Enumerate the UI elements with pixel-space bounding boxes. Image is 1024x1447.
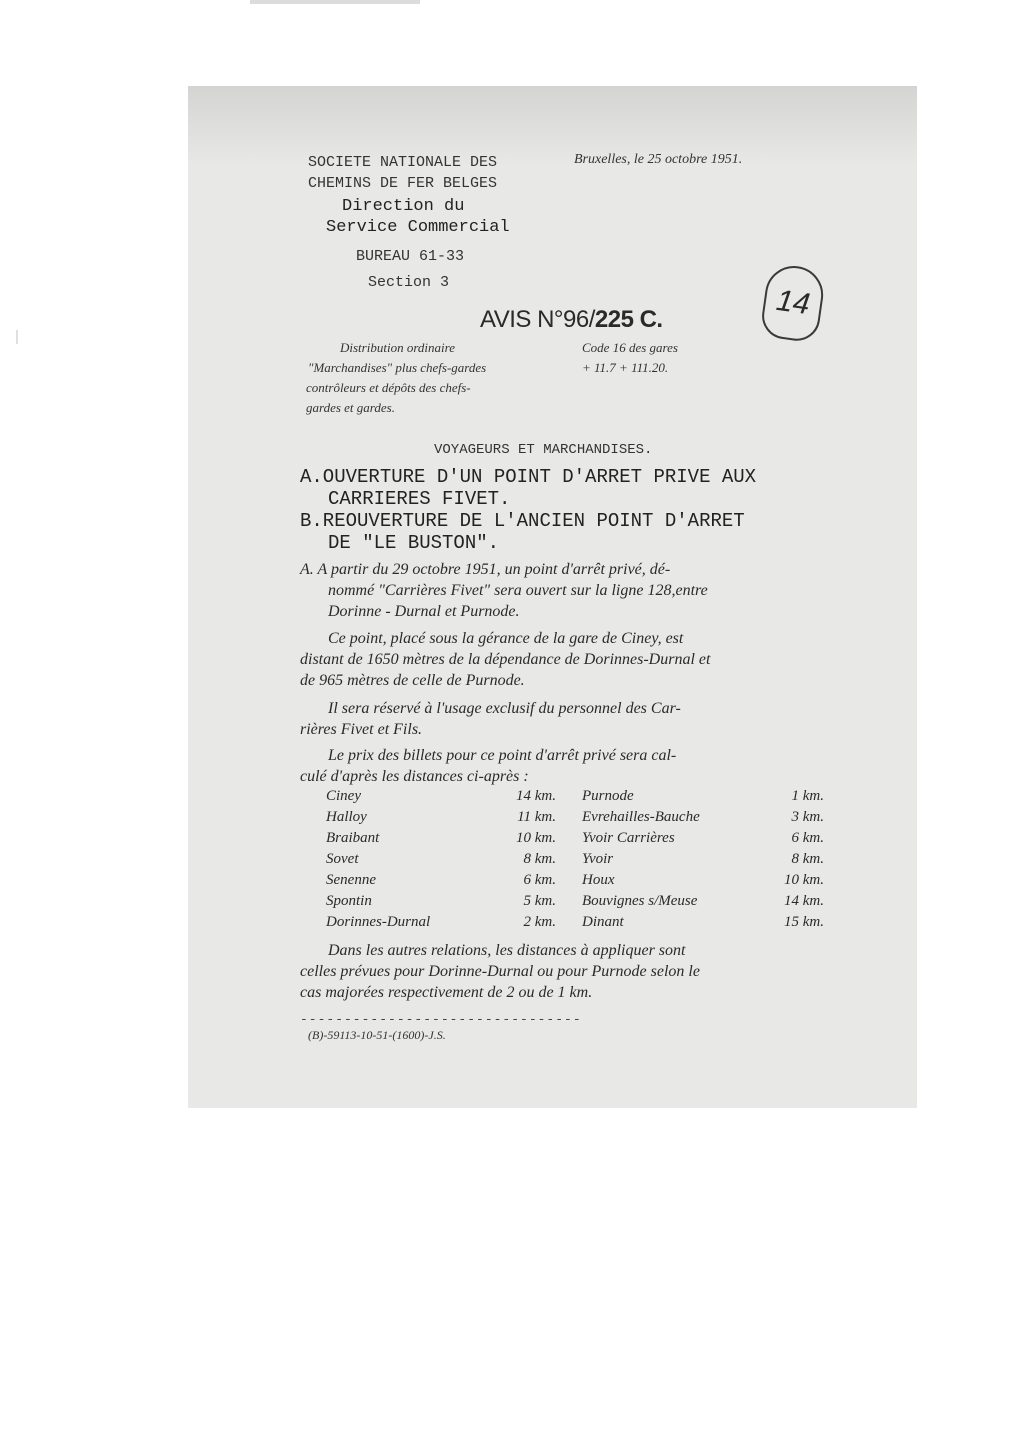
station-distance: 11 km.: [517, 809, 556, 825]
station-name: Houx: [582, 872, 615, 888]
station-name: Halloy: [326, 809, 367, 825]
heading-b-line-2: DE "LE BUSTON".: [328, 532, 500, 554]
avis-prefix: AVIS N°96/: [480, 306, 595, 333]
avis-number: [480, 306, 663, 334]
org-line-2: CHEMINS DE FER BELGES: [308, 175, 498, 192]
distribution-block: [306, 338, 487, 418]
paragraph-1-line-2: nommé "Carrières Fivet" sera ouvert sur la ligne 128,entre: [328, 582, 708, 599]
table-row: [326, 809, 826, 830]
station-distance: 2 km.: [523, 914, 556, 930]
station-distance: 6 km.: [791, 830, 824, 846]
paragraph-2-line-3: de 965 mètres de celle de Purnode.: [300, 672, 525, 689]
station-name: Braibant: [326, 830, 380, 846]
paragraph-2-line-2: distant de 1650 mètres de la dépendance de Dorinnes-Durnal et: [300, 651, 711, 668]
table-row: [326, 788, 826, 809]
station-distance: 6 km.: [523, 872, 556, 888]
paragraph-3-line-1: Il sera réservé à l'usage exclusif du personnel des Car-: [328, 700, 681, 717]
table-row: [326, 830, 826, 851]
heading-a-line-2: CARRIERES FIVET.: [328, 488, 511, 510]
paragraph-5-line-2: celles prévues pour Dorinne-Durnal ou pour Purnode selon le: [300, 963, 700, 980]
station-name: Evrehailles-Bauche: [582, 809, 700, 825]
avis-number-value: 225 C.: [594, 306, 663, 333]
bureau-label: BUREAU 61-33: [356, 248, 465, 265]
station-name: Senenne: [326, 872, 376, 888]
code-line-2: + 11.7 + 111.20.: [582, 360, 669, 375]
code-block: [582, 338, 678, 378]
dir-line-2: Service Commercial: [326, 218, 510, 237]
station-name: Bouvignes s/Meuse: [582, 893, 698, 909]
station-distance: 8 km.: [791, 851, 824, 867]
organization-name: [308, 152, 497, 194]
paragraph-4-line-2: culé d'après les distances ci-après :: [300, 768, 529, 785]
station-name: Purnode: [582, 788, 634, 804]
document-date: Bruxelles, le 25 octobre 1951.: [574, 152, 743, 167]
station-distance: 10 km.: [516, 830, 556, 846]
station-name: Dorinnes-Durnal: [326, 914, 431, 930]
station-distance: 8 km.: [523, 851, 556, 867]
separator-rule: --------------------------------: [300, 1012, 582, 1027]
station-name: Spontin: [326, 893, 372, 909]
station-distance: 3 km.: [791, 809, 824, 825]
paragraph-5-line-1: Dans les autres relations, les distances à appliquer sont: [328, 942, 686, 959]
station-distance: 14 km.: [516, 788, 556, 804]
station-name: Dinant: [582, 914, 624, 930]
table-row: [326, 893, 826, 914]
section-label: Section 3: [368, 274, 450, 291]
station-distance: 10 km.: [784, 872, 824, 888]
paragraph-4-line-1: Le prix des billets pour ce point d'arrêt privé sera cal-: [328, 747, 677, 764]
station-distance: 5 km.: [523, 893, 556, 909]
scan-edge-mark: [250, 0, 420, 4]
paragraph-5-line-3: cas majorées respectivement de 2 ou de 1 km.: [300, 984, 593, 1001]
direction-name: [326, 196, 510, 238]
distribution-line-1: Distribution ordinaire: [340, 340, 455, 355]
scan-edge-mark-left: [16, 330, 18, 344]
category-title: VOYAGEURS ET MARCHANDISES.: [434, 442, 653, 458]
table-row: [326, 914, 826, 935]
heading-a-line-1: A.OUVERTURE D'UN POINT D'ARRET PRIVE AUX: [300, 466, 757, 488]
station-distance: 1 km.: [791, 788, 824, 804]
station-name: Yvoir: [582, 851, 614, 867]
distribution-line-4: gardes et gardes.: [306, 400, 395, 415]
org-line-1: SOCIETE NATIONALE DES: [308, 154, 498, 171]
code-line-1: Code 16 des gares: [582, 340, 678, 355]
table-row: [326, 851, 826, 872]
heading-b-line-1: B.REOUVERTURE DE L'ANCIEN POINT D'ARRET: [300, 510, 745, 532]
paragraph-1-line-3: Dorinne - Durnal et Purnode.: [328, 603, 520, 620]
sheet-shadow: [188, 86, 917, 166]
distribution-line-3: contrôleurs et dépôts des chefs-: [306, 380, 471, 395]
dir-line-1: Direction du: [342, 197, 465, 216]
station-distance: 15 km.: [784, 914, 824, 930]
distances-table: [326, 788, 826, 935]
stamp-number: 14: [774, 283, 812, 322]
print-reference: (B)-59113-10-51-(1600)-J.S.: [308, 1028, 446, 1042]
station-name: Sovet: [326, 851, 359, 867]
table-row: [326, 872, 826, 893]
distribution-line-2: "Marchandises" plus chefs-gardes: [308, 360, 487, 375]
station-name: Ciney: [326, 788, 361, 804]
station-distance: 14 km.: [784, 893, 824, 909]
station-name: Yvoir Carrières: [582, 830, 675, 846]
paragraph-3-line-2: rières Fivet et Fils.: [300, 721, 423, 738]
paragraph-2-line-1: Ce point, placé sous la gérance de la gare de Ciney, est: [328, 630, 684, 647]
paragraph-1-line-1: A. A partir du 29 octobre 1951, un point d'arrêt privé, dé-: [300, 561, 671, 578]
